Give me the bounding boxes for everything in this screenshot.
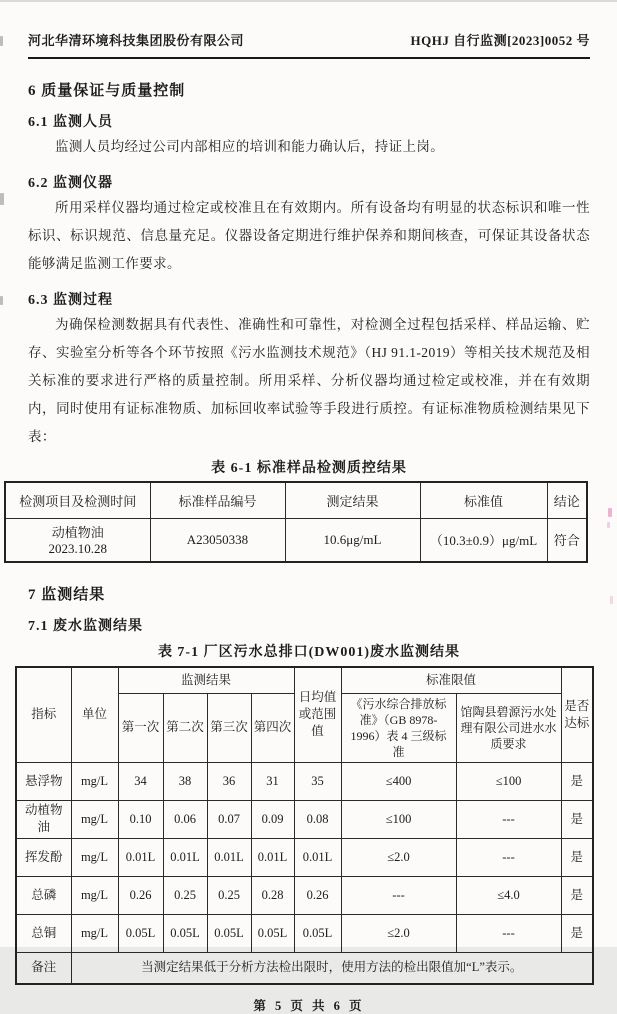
table-6-1 — [4, 481, 588, 563]
company-name: 河北华清环境科技集团股份有限公司 — [28, 33, 245, 48]
cell-run2: 0.05L — [163, 914, 207, 952]
cell-run4: 0.28 — [251, 876, 294, 914]
cell-run4: 0.05L — [251, 914, 294, 952]
col-header-item: 检测项目及检测时间 — [5, 482, 150, 518]
col-header-sample-no: 标准样品编号 — [150, 482, 285, 518]
cell-indicator: 总磷 — [16, 876, 71, 914]
col-header-run-3: 第三次 — [207, 693, 251, 762]
cell-limit-plant: ≤4.0 — [456, 876, 561, 914]
section-6-1-title: 6.1 监测人员 — [28, 115, 113, 130]
cell-unit: mg/L — [71, 800, 118, 838]
cell-unit: mg/L — [71, 876, 118, 914]
cell-run1: 0.10 — [118, 800, 163, 838]
cell-limit-gb: --- — [341, 876, 456, 914]
cell-compliance: 是 — [561, 914, 593, 952]
cell-compliance: 是 — [561, 800, 593, 838]
cell-run3: 0.07 — [207, 800, 251, 838]
cell-avg: 0.08 — [294, 800, 341, 838]
cell-standard-value: （10.3±0.9）μg/mL — [420, 518, 547, 562]
col-header-indicator: 指标 — [16, 667, 71, 762]
table-row-total-copper — [16, 914, 593, 952]
cell-run4: 31 — [251, 762, 294, 800]
section-7-title: 7 监测结果 — [28, 587, 106, 603]
remark-label: 备注 — [16, 952, 71, 984]
cell-run2: 38 — [163, 762, 207, 800]
cell-unit: mg/L — [71, 838, 118, 876]
col-header-limit-plant: 馆陶县碧源污水处理有限公司进水水质要求 — [456, 693, 561, 762]
cell-indicator: 挥发酚 — [16, 838, 71, 876]
cell-run3: 36 — [207, 762, 251, 800]
cell-unit: mg/L — [71, 914, 118, 952]
cell-run2: 0.25 — [163, 876, 207, 914]
table-row-animal-vegetable-oil — [16, 800, 593, 838]
table-row-total-phosphorus — [16, 876, 593, 914]
cell-avg: 0.26 — [294, 876, 341, 914]
scan-speck — [0, 296, 3, 305]
cell-run4: 0.09 — [251, 800, 294, 838]
cell-avg: 35 — [294, 762, 341, 800]
pink-ink-mark — [607, 522, 610, 528]
pink-ink-mark — [610, 596, 613, 604]
section-6-2-title: 6.2 监测仪器 — [28, 176, 113, 191]
table-row-volatile-phenol — [16, 838, 593, 876]
col-header-conclusion: 结论 — [547, 482, 587, 518]
cell-run1: 34 — [118, 762, 163, 800]
cell-run2: 0.01L — [163, 838, 207, 876]
scan-edge-artifact — [0, 0, 617, 2]
cell-compliance: 是 — [561, 876, 593, 914]
col-header-unit: 单位 — [71, 667, 118, 762]
col-header-compliance: 是否达标 — [561, 667, 593, 762]
cell-avg: 0.05L — [294, 914, 341, 952]
table-7-1-header-row-1 — [16, 667, 593, 693]
section-6-title: 6 质量保证与质量控制 — [28, 83, 186, 99]
item-name: 动植物油 — [51, 525, 104, 541]
page-number: 第 5 页 共 6 页 — [253, 999, 365, 1013]
cell-limit-plant: ≤100 — [456, 762, 561, 800]
pink-ink-mark — [608, 508, 612, 517]
col-header-standard-value: 标准值 — [420, 482, 547, 518]
cell-sample-no: A23050338 — [150, 518, 285, 562]
scan-speck — [0, 36, 3, 46]
table-6-1-data-row — [5, 518, 587, 562]
section-6-1-body: 监测人员均经过公司内部相应的培训和能力确认后，持证上岗。 — [55, 139, 445, 154]
cell-item — [5, 518, 150, 562]
cell-compliance: 是 — [561, 762, 593, 800]
remark-text: 当测定结果低于分析方法检出限时，使用方法的检出限值加“L”表示。 — [71, 952, 593, 984]
section-6-3-title: 6.3 监测过程 — [28, 293, 113, 308]
cell-run2: 0.06 — [163, 800, 207, 838]
cell-limit-gb: ≤2.0 — [341, 914, 456, 952]
cell-result: 10.6μg/mL — [285, 518, 420, 562]
col-header-run-1: 第一次 — [118, 693, 163, 762]
cell-limit-gb: ≤2.0 — [341, 838, 456, 876]
cell-limit-gb: ≤400 — [341, 762, 456, 800]
table-row-suspended-solids — [16, 762, 593, 800]
cell-run1: 0.05L — [118, 914, 163, 952]
group-header-results: 监测结果 — [118, 667, 294, 693]
group-header-limits: 标准限值 — [341, 667, 561, 693]
section-7-1-title: 7.1 废水监测结果 — [28, 619, 143, 634]
cell-run3: 0.25 — [207, 876, 251, 914]
cell-limit-plant: --- — [456, 838, 561, 876]
cell-avg: 0.01L — [294, 838, 341, 876]
cell-run3: 0.01L — [207, 838, 251, 876]
cell-run1: 0.01L — [118, 838, 163, 876]
col-header-run-4: 第四次 — [251, 693, 294, 762]
table-7-1 — [15, 666, 594, 985]
cell-limit-plant: --- — [456, 914, 561, 952]
table-6-1-caption: 表 6-1 标准样品检测质控结果 — [211, 461, 407, 476]
col-header-run-2: 第二次 — [163, 693, 207, 762]
col-header-daily-avg: 日均值或范围值 — [294, 667, 341, 762]
cell-run3: 0.05L — [207, 914, 251, 952]
scan-speck — [0, 193, 4, 205]
cell-indicator: 动植物油 — [16, 800, 71, 838]
cell-conclusion: 符合 — [547, 518, 587, 562]
section-6-3-body: 为确保检测数据具有代表性、准确性和可靠性，对检测全过程包括采样、样品运输、贮存、实验室分析等各个环节按照《污水监测技术规范》（HJ 91.1-2019）等相关技术规范及相关标准的要求进行严格的质量控制。所用采样、分析仪器均通过检定或校准，并在有效期内，同时使用有证标准物质、加标回收率试验等手段进行质控。有证标准物质检测结果见下表： — [28, 317, 590, 444]
col-header-limit-gb: 《污水综合排放标准》（GB 8978-1996）表 4 三级标准 — [341, 693, 456, 762]
cell-limit-plant: --- — [456, 800, 561, 838]
table-7-1-caption: 表 7-1 厂区污水总排口(DW001)废水监测结果 — [157, 645, 461, 660]
cell-indicator: 总铜 — [16, 914, 71, 952]
document-number: HQHJ 自行监测[2023]0052 号 — [410, 33, 590, 48]
col-header-result: 测定结果 — [285, 482, 420, 518]
cell-run1: 0.26 — [118, 876, 163, 914]
table-7-1-remark-row — [16, 952, 593, 984]
cell-unit: mg/L — [71, 762, 118, 800]
cell-compliance: 是 — [561, 838, 593, 876]
table-6-1-header-row — [5, 482, 587, 518]
item-date: 2023.10.28 — [48, 541, 107, 557]
cell-indicator: 悬浮物 — [16, 762, 71, 800]
section-6-2-body: 所用采样仪器均通过检定或校准且在有效期内。所有设备均有明显的状态标识和唯一性标识、标识规范、信息量充足。仪器设备定期进行维护保养和期间核查，可保证其设备状态能够满足监测工作要求。 — [28, 200, 590, 271]
running-header — [28, 30, 590, 59]
cell-run4: 0.01L — [251, 838, 294, 876]
cell-limit-gb: ≤100 — [341, 800, 456, 838]
